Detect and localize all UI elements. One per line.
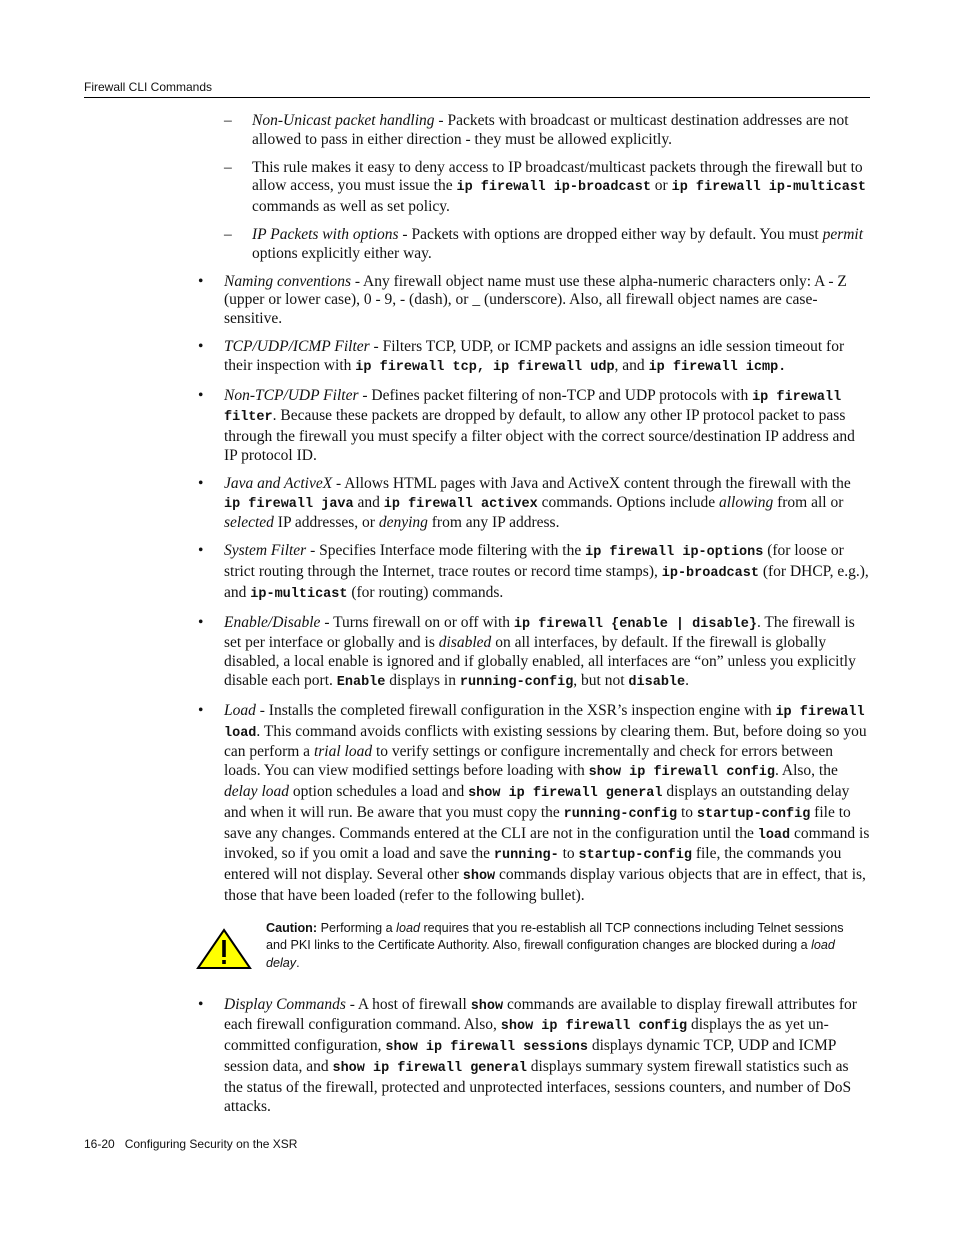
command: startup-config [578, 848, 692, 864]
bullet-marker: • [198, 337, 204, 355]
command: Enable [336, 674, 386, 690]
command: ip firewall tcp, ip firewall udp [355, 359, 615, 375]
bullet-marker: • [198, 701, 204, 719]
term: IP Packets with options [252, 225, 399, 243]
command: load [757, 827, 791, 843]
bullet-non-tcp-udp-filter: • Non-TCP/UDP Filter - Defines packet filtering of non-TCP and UDP protocols with ip firewall filter. Because these packets are dropped by default, to allow any other IP protocol packet to pass through the firewall you must specify a filter object with the correct source/destination IP address and IP protocol ID. [198, 386, 855, 464]
command: show [462, 869, 496, 885]
page-footer [84, 1137, 297, 1151]
term: Load [224, 701, 256, 719]
caution-note [84, 920, 870, 980]
bullet-marker: • [198, 542, 204, 560]
command: show ip firewall general [332, 1061, 527, 1077]
sub-item-ip-options: – IP Packets with options - Packets with options are dropped either way by default. You must permit options explicitly either way. [224, 225, 864, 262]
bullet-display-commands: • Display Commands - A host of firewall show commands are available to display firewall attributes for each firewall configuration command. Also, show ip firewall config displays the as yet un-committed configuration, show ip firewall sessions displays dynamic TCP, UDP and ICMP session data, and show ip firewall general displays summary system firewall statistics such as the status of the firewall, protected and unprotected interfaces, sessions counters, and number of DoS attacks. [198, 995, 857, 1115]
command: show ip firewall general [468, 785, 663, 801]
dash-marker: – [224, 225, 232, 243]
command: running-config [459, 674, 574, 690]
term: TCP/UDP/ICMP Filter [224, 337, 370, 355]
command: running-config [563, 806, 678, 822]
term: Enable/Disable [224, 613, 321, 631]
term: Display Commands [224, 995, 346, 1013]
command: disable [628, 674, 686, 690]
dash-marker: – [224, 158, 232, 176]
caution-label: Caution: [266, 920, 318, 935]
command: ip-broadcast [661, 565, 759, 581]
command: ip-multicast [250, 586, 348, 602]
main-content [84, 112, 870, 1125]
header-title: Firewall CLI Commands [84, 80, 213, 94]
term: Java and ActiveX [224, 474, 333, 492]
bullet-system-filter: • System Filter - Specifies Interface mode filtering with the ip firewall ip-options (for loose or strict routing through the Internet, trace routes or record time stamps), ip-broadcast (for DHCP, e.g.), and ip-multicast (for routing) commands. [198, 542, 869, 602]
command: show ip firewall config [500, 1019, 688, 1035]
command: ip firewall filter [224, 389, 842, 426]
bullet-tcp-udp-icmp-filter: • TCP/UDP/ICMP Filter - Filters TCP, UDP, or ICMP packets and assigns an idle session timeout for their inspection with ip firewall tcp, ip firewall udp, and ip firewall icmp. [198, 337, 845, 375]
command: ip firewall icmp. [648, 359, 787, 375]
sub-item-broadcast-rule: – This rule makes it easy to deny access to IP broadcast/multicast packets through the firewall but to allow access, you must issue the ip firewall ip-broadcast or ip firewall ip-multicast commands as well as set policy. [224, 158, 867, 216]
dash-marker: – [224, 112, 232, 129]
warning-triangle-icon [196, 928, 252, 970]
command: running- [493, 848, 559, 864]
sub-item-non-unicast: – Non-Unicast packet handling - Packets with broadcast or multicast destination addresses are not allowed to pass in either direction - they must be allowed explicitly. [224, 112, 849, 148]
term: Naming conventions [224, 272, 351, 290]
command: ip firewall ip-multicast [671, 180, 867, 196]
page-number: 16-20 [84, 1137, 115, 1151]
command: ip firewall java [224, 496, 354, 512]
term: System Filter [224, 542, 307, 560]
footer-text: Configuring Security on the XSR [124, 1137, 298, 1151]
command: show ip firewall sessions [385, 1040, 588, 1056]
bullet-naming-conventions: • Naming conventions - Any firewall object name must use these alpha-numeric characters only: A - Z (upper or lower case), 0 - 9, - (dash), or _ (underscore). Also, all firewall object names are case-sensitive. [198, 272, 847, 328]
command: show [470, 998, 504, 1014]
bullet-marker: • [198, 995, 204, 1013]
bullet-load: • Load - Installs the completed firewall configuration in the XSR’s inspection engine with ip firewall load. This command avoids conflicts with existing sessions by clearing them. But, before doing so you can perform a trial load to verify settings or configure incrementally and check for errors between loads. You can view modified settings before loading with show ip firewall config. Also, the delay load option schedules a load and show ip firewall general displays an outstanding delay and when it will run. Be aware that you must copy the running-config to startup-config file to save any changes. Commands entered at the CLI are not in the configuration until the load command is invoked, so if you omit a load and save the running- to startup-config file, the commands you entered will not display. Several other show commands display various objects that are in effect, that is, those that have been loaded (refer to the following bullet). [198, 701, 870, 904]
command: show ip firewall config [588, 765, 775, 781]
term: Non-TCP/UDP Filter [224, 386, 359, 404]
command: ip firewall ip-options [585, 545, 764, 561]
term: Non-Unicast packet handling [252, 112, 435, 129]
command: ip firewall load [224, 704, 865, 741]
command: ip firewall ip-broadcast [456, 180, 651, 196]
bullet-enable-disable: • Enable/Disable - Turns firewall on or off with ip firewall {enable | disable}. The firewall is set per interface or globally and is disabled on all interfaces, by default. If the firewall is globally disabled, a local enable is ignored and if globally enabled, all interfaces are “on” unless you explicitly disable each port. Enable displays in running-config, but not disable. [198, 613, 856, 690]
bullet-marker: • [198, 613, 204, 631]
bullet-marker: • [198, 386, 204, 404]
command: ip firewall {enable | disable} [513, 616, 757, 632]
command: startup-config [696, 806, 811, 822]
header-rule [84, 97, 870, 98]
bullet-java-activex: • Java and ActiveX - Allows HTML pages with Java and ActiveX content through the firewall with the ip firewall java and ip firewall activex commands. Options include allowing from all or selected IP addresses, or denying from any IP address. [198, 474, 851, 532]
bullet-marker: • [198, 272, 204, 290]
bullet-marker: • [198, 474, 204, 492]
caution-text: Caution: Performing a load requires that you re-establish all TCP connections including Telnet sessions and PKI links to the Certificate Authority. Also, firewall configuration changes are blocked during a load delay. [266, 920, 844, 970]
command: ip firewall activex [383, 496, 538, 512]
